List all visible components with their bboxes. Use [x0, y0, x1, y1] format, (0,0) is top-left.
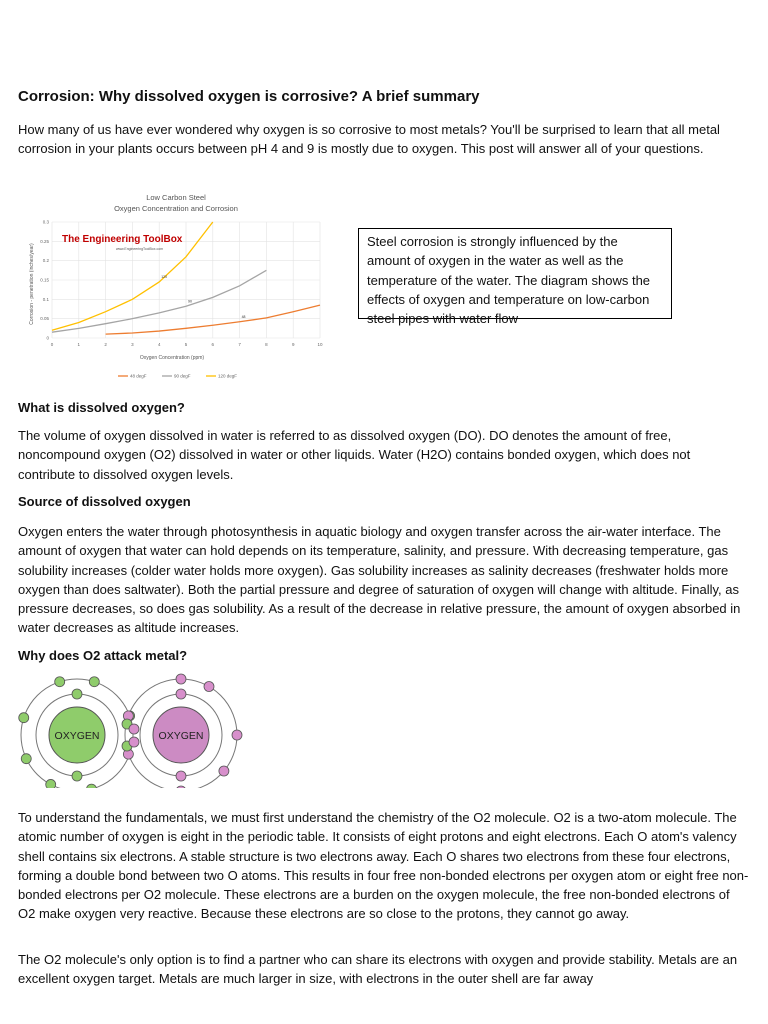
chart-legend: [118, 374, 237, 379]
section-body: To understand the fundamentals, we must first understand the chemistry of the O2 molecule. O2 is a two-atom molecule. The atomic number of oxygen is eight in the periodic table. It consists of eight protons and eight electrons. Each O atom's valency shell contains six electrons. A stable structure is two electrons away. Each O shares two electrons from these four electrons, forming a double bond between two O atoms. This results in four free non-bonded electrons per oxygen atom or eight free non-bonded electrons per O2 molecule. These electrons are a burden on the oxygen molecule, the free non-bonded electrons of O2 make oxygen very reactive. Because these electrons are so close to the protons, they cannot go away.: [18, 810, 749, 922]
x-tick-label: 8: [265, 342, 268, 347]
section-body: Oxygen enters the water through photosynthesis in aquatic biology and oxygen transfer across the air-water interface. The amount of oxygen that water can hold depends on its temperature, salinity, and pressure. With decreasing temperature, gas solubility increases (colder water holds more oxygen). Gas solubility increases as salinity decreases (freshwater holds more oxygen than does saltwater). Both the partial pressure and degree of saturation of oxygen will change with altitude. Finally, as pressure decreases, so does gas solubility. As a result of the decrease in relative pressure, the amount of oxygen absorbed in water decreases as altitude increases.: [18, 524, 741, 636]
series-label: 90: [188, 299, 192, 304]
electron: [176, 689, 186, 699]
o2-molecule-diagram: [14, 672, 254, 788]
x-tick-label: 3: [131, 342, 134, 347]
electron: [176, 674, 186, 684]
x-tick-label: 4: [157, 342, 161, 347]
electron: [72, 771, 82, 781]
electron: [72, 689, 82, 699]
x-tick-label: 2: [104, 342, 107, 347]
chart-xlabel: Oxygen Concentration (ppm): [139, 355, 205, 361]
electron: [232, 730, 242, 740]
atom-label-right: OXYGEN: [158, 730, 204, 742]
x-tick-label: 6: [211, 342, 215, 347]
electron: [55, 677, 65, 687]
article-title: Corrosion: Why dissolved oxygen is corrosive? A brief summary: [18, 88, 480, 105]
chart-watermark-url: www.EngineeringToolBox.com: [116, 247, 164, 251]
closing-paragraph: The O2 molecule's only option is to find a partner who can share its electrons with oxygen and provide stability. Metals are an excellent oxygen target. Metals are much larger in size, with electrons in the outer shell are far away: [18, 952, 738, 987]
legend-entry: 120 degF: [218, 373, 238, 379]
chart-subtitle: Oxygen Concentration and Corrosion: [114, 204, 238, 213]
electron: [89, 677, 99, 687]
y-tick-label: 0.1: [42, 296, 49, 302]
y-tick-label: 0.15: [40, 277, 49, 283]
electron: [204, 682, 214, 692]
series-label: 48: [241, 314, 246, 319]
electron: [176, 771, 186, 781]
atom-label-left: OXYGEN: [54, 730, 100, 742]
chart-ylabel: Corrosion - penetration (inches/year): [29, 243, 35, 325]
y-tick-label: 0.25: [40, 238, 49, 244]
electron: [129, 737, 139, 747]
electron: [46, 779, 56, 788]
series-label: 120: [161, 274, 168, 279]
legend-entry: 90 degF: [174, 373, 191, 379]
x-tick-label: 5: [184, 342, 188, 347]
chart-watermark: The Engineering ToolBox: [62, 234, 183, 245]
electron: [86, 784, 96, 788]
y-tick-label: 0.2: [42, 258, 49, 264]
x-tick-label: 9: [291, 342, 295, 347]
y-tick-label: 0.05: [40, 316, 49, 322]
x-tick-label: 0: [50, 342, 54, 347]
chart-caption-box: Steel corrosion is strongly influenced by the amount of oxygen in the water as well as the temperature of the water. The diagram shows the effects of oxygen and temperature on low-carbon steel pipes with water flow: [358, 228, 672, 319]
electron: [219, 766, 229, 776]
electron: [129, 724, 139, 734]
legend-entry: 48 degF: [130, 373, 147, 379]
intro-paragraph: How many of us have ever wondered why oxygen is so corrosive to most metals? You'll be surprised to learn that all metal corrosion in your plants occurs between pH 4 and 9 is mostly due to oxygen. This post will answer all of your questions.: [18, 122, 720, 157]
section-heading: What is dissolved oxygen?: [18, 400, 185, 415]
section-heading: Source of dissolved oxygen: [18, 494, 191, 509]
y-tick-label: 0: [46, 335, 49, 341]
section-heading: Why does O2 attack metal?: [18, 648, 188, 663]
x-tick-label: 7: [238, 342, 241, 347]
y-tick-label: 0.3: [42, 219, 49, 225]
x-tick-label: 10: [317, 342, 323, 347]
corrosion-chart: [20, 188, 332, 384]
electron: [19, 713, 29, 723]
electron: [176, 786, 186, 788]
electron: [21, 754, 31, 764]
x-tick-label: 1: [77, 342, 81, 347]
chart-title: Low Carbon Steel: [146, 193, 206, 202]
section-body: The volume of oxygen dissolved in water is referred to as dissolved oxygen (DO). DO denotes the amount of free, noncompound oxygen (O2) dissolved in water or other liquids. Water (H2O) contains bonded oxygen, which does not contribute to dissolved oxygen levels.: [18, 428, 691, 482]
